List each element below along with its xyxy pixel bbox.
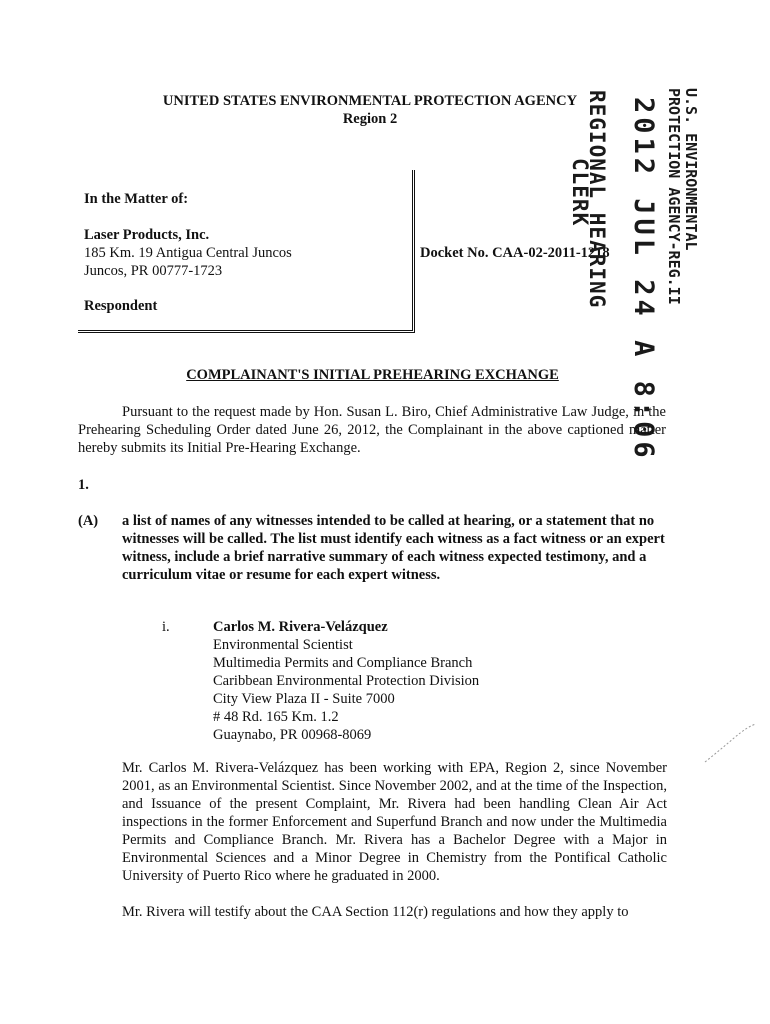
region-label: Region 2 bbox=[342, 111, 398, 127]
stamp-line-agency: U.S. ENVIRONMENTAL bbox=[682, 88, 700, 251]
witness-name: Carlos M. Rivera-Velázquez bbox=[213, 619, 388, 635]
respondent-address-line1: 185 Km. 19 Antigua Central Juncos bbox=[84, 245, 292, 261]
document-title: COMPLAINANT'S INITIAL PREHEARING EXCHANGE bbox=[186, 367, 559, 383]
stamp-line-region: PROTECTION AGENCY-REG.II bbox=[665, 88, 683, 305]
witness-block bbox=[213, 618, 633, 744]
respondent-address-line2: Juncos, PR 00777-1723 bbox=[84, 263, 223, 279]
witness-address-line2: # 48 Rd. 165 Km. 1.2 bbox=[213, 709, 339, 725]
pen-mark bbox=[700, 720, 760, 770]
stamp-line-hearing: REGIONAL HEARING bbox=[585, 90, 609, 309]
respondent-role: Respondent bbox=[84, 298, 158, 314]
witness-number: i. bbox=[162, 619, 170, 635]
witness-address-line1: City View Plaza II - Suite 7000 bbox=[213, 691, 395, 707]
witness-title: Environmental Scientist bbox=[213, 637, 353, 653]
witness-testimony-line: Mr. Rivera will testify about the CAA Section 112(r) regulations and how they apply to bbox=[122, 904, 629, 920]
witness-branch: Multimedia Permits and Compliance Branch bbox=[213, 655, 473, 671]
item-a-text: a list of names of any witnesses intended to be called at hearing, or a statement that no witnesses will be called. The list must identify each witness as a fact witness or an expert witness, include a brief narrative summary of each witness expected testimony, and a curriculum vitae or resume for each expert witness. bbox=[122, 513, 665, 583]
witness-bio-paragraph: Mr. Carlos M. Rivera-Velázquez has been working with EPA, Region 2, since November 2001, as an Environmental Scientist. Since November 2002, and at the time of the Inspection, and Issuance of the present Complaint, Mr. Rivera had been handling Clean Air Act inspections in the former Enforcement and Superfund Branch and now under the Multimedia Permits and Compliance Branch. Mr. Rivera has a Bachelor Degree with a Major in Environmental Sciences and a Minor Degree in Chemistry from the Pontifical Catholic University of Puerto Rico where he graduated in 2000. bbox=[122, 760, 667, 884]
matter-label: In the Matter of: bbox=[84, 191, 189, 207]
agency-name: UNITED STATES ENVIRONMENTAL PROTECTION AGENCY bbox=[162, 93, 578, 109]
witness-address-line3: Guaynabo, PR 00968-8069 bbox=[213, 727, 372, 743]
stamp-line-date: 2012 JUL 24 A 8:06 bbox=[628, 97, 659, 462]
stamp-line-clerk: CLERK bbox=[568, 158, 592, 227]
item-a-marker: (A) bbox=[78, 513, 99, 529]
intro-paragraph bbox=[78, 403, 666, 457]
respondent-name: Laser Products, Inc. bbox=[84, 227, 210, 243]
section-number: 1. bbox=[78, 477, 89, 493]
intro-text: Pursuant to the request made by Hon. Susan L. Biro, Chief Administrative Law Judge, in the Prehearing Scheduling Order dated June 26, 2012, the Complainant in the above captioned matter hereby submits its Initial Pre-Hearing Exchange. bbox=[78, 404, 666, 456]
witness-division: Caribbean Environmental Protection Division bbox=[213, 673, 480, 689]
docket-number: Docket No. CAA-02-2011-1218 bbox=[420, 245, 610, 261]
